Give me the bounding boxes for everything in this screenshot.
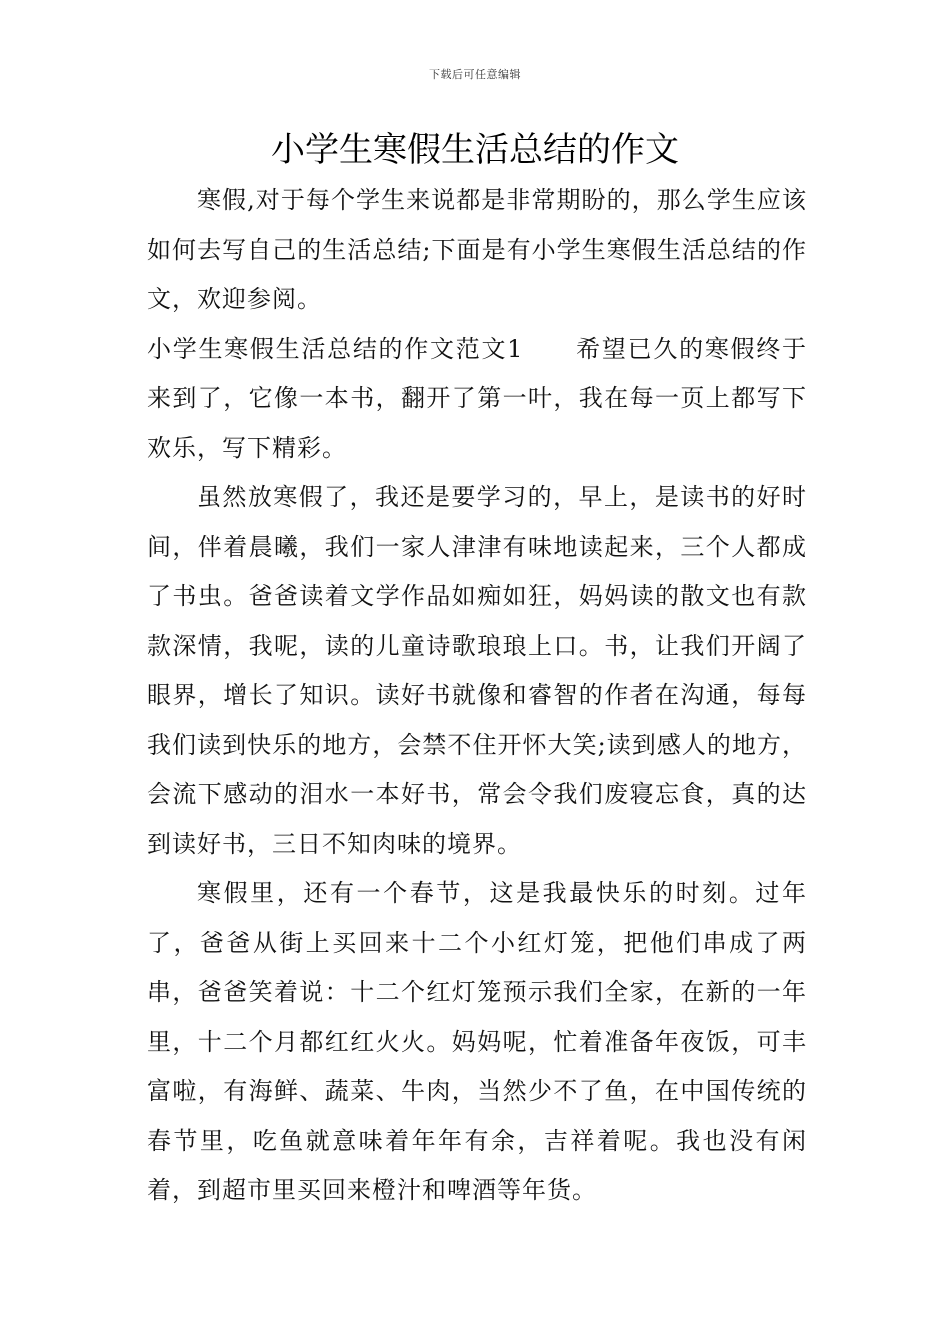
sample-opening: 希望已久的寒假终于来到了，它像一本书，翻开了第一叶，我在每一页上都写下欢乐，写下精彩。 bbox=[147, 334, 807, 462]
spring-festival-paragraph: 寒假里，还有一个春节，这是我最快乐的时刻。过年了，爸爸从街上买回来十二个小红灯笼，把他们串成了两串，爸爸笑着说：十二个红灯笼预示我们全家，在新的一年里，十二个月都红红火火。妈妈呢，忙着准备年夜饭，可丰富啦，有海鲜、蔬菜、牛肉，当然少不了鱼，在中国传统的春节里，吃鱼就意味着年年有余，吉祥着呢。我也没有闲着，到超市里买回来橙汁和啤酒等年货。 bbox=[147, 879, 807, 1204]
article-body bbox=[147, 176, 807, 1216]
download-note: 下载后可任意编辑 bbox=[429, 68, 521, 81]
intro-paragraph: 寒假,对于每个学生来说都是非常期盼的，那么学生应该如何去写自己的生活总结;下面是有小学生寒假生活总结的作文，欢迎参阅。 bbox=[147, 186, 807, 313]
reading-paragraph: 虽然放寒假了，我还是要学习的，早上，是读书的好时间，伴着晨曦，我们一家人津津有味地读起来，三个人都成了书虫。爸爸读着文学作品如痴如狂，妈妈读的散文也有款款深情，我呢，读的儿童诗歌琅琅上口。书，让我们开阔了眼界，增长了知识。读好书就像和睿智的作者在沟通，每每我们读到快乐的地方，会禁不住开怀大笑;读到感人的地方，会流下感动的泪水一本好书，常会令我们废寝忘食，真的达到读好书，三日不知肉味的境界。 bbox=[147, 483, 807, 858]
sample-paragraph bbox=[147, 325, 807, 474]
sample-heading: 小学生寒假生活总结的作文范文1 bbox=[147, 334, 524, 363]
page-title: 小学生寒假生活总结的作文 bbox=[271, 130, 679, 170]
